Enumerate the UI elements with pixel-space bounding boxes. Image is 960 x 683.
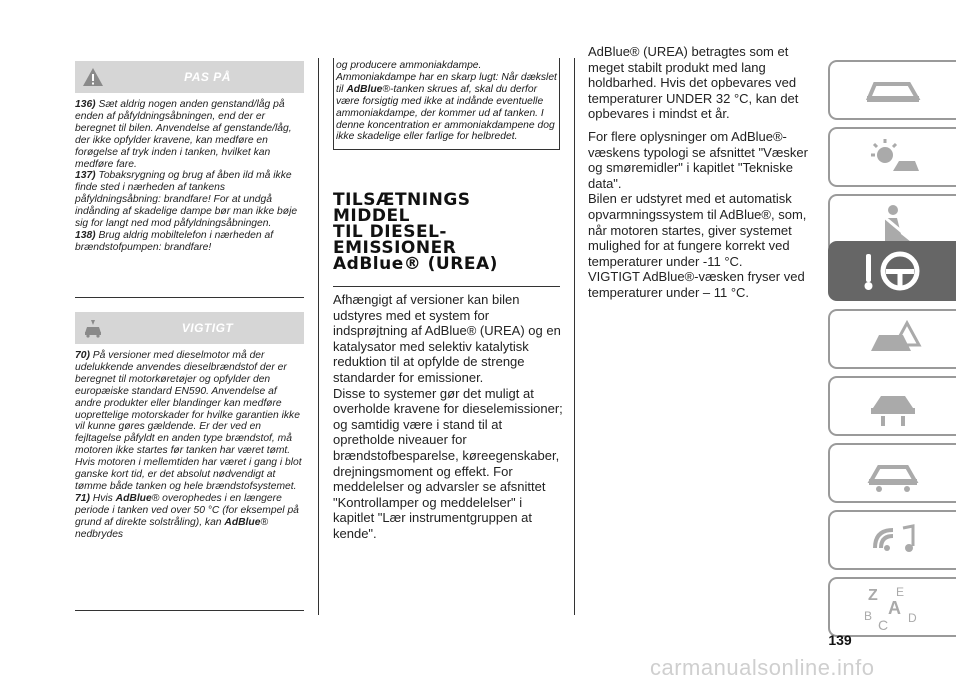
important-title: VIGTIGT (181, 321, 234, 335)
warning-body-vigtigt (75, 350, 304, 611)
paragraph: VIGTIGT AdBlue®-væsken fryser ved temperaturer under – 11 °C. (588, 269, 805, 300)
heading-rule (333, 286, 560, 287)
important-item-70: 70) På versioner med dieselmotor må der udelukkende anvendes dieselbrændstof der er beregnet til motorkøretøjer og opfylder den europæiske standard EN590. Anvendelse af andre produkter eller blandinger kan medføre uoprettelige motorskader for hvilke garantien ikke vil kunne gøres gældende. Er der ved en fejltagelse påfyldt en anden type brændstof, må motoren ikke startes før tanken har været tømt. Hvis motoren i mellemtiden har været i gang i blot ganske kort tid, er det absolut nødvendigt at tømme både tanken og hele brændstofsystemet. (75, 350, 302, 492)
column3-body (588, 44, 813, 301)
warning-item-136: 136) Sæt aldrig nogen anden genstand/låg på enden af påfyldningsåbningen, end der er beregnet til bilen. Anvendelse af genstande/låg, der ikke opfylder kravene, kan medføre en forøgelse af tryk inden i tanken, hvilket kan medføre fare. (75, 99, 292, 170)
tab-starting-driving[interactable] (828, 241, 956, 301)
column-divider-2 (574, 58, 575, 615)
sun-lights-icon (863, 135, 923, 179)
column2-body (333, 292, 565, 542)
svg-text:E: E (896, 585, 905, 599)
important-item-71: 71) Hvis AdBlue® overophedes i en længere periode i tanken ved over 50 °C (for eksempel på grund af direkte solstråling), kan AdBlue® nedbrydes (75, 492, 299, 540)
paragraph: Bilen er udstyret med et automatisk opvarmningssystem til AdBlue®, som, når motoren startes, giver systemet mulighed for at fungere korrekt ved temperaturer under -11 °C. (588, 191, 807, 269)
column-divider-1 (318, 58, 319, 615)
paragraph: Afhængigt af versioner kan bilen udstyres med et system for indsprøjtning af AdBlue® (UREA) og en katalysator med selektiv katalytisk reduktion til at opfylde de strenge standarder for emissioner. (333, 292, 561, 385)
tab-lights[interactable] (828, 127, 956, 187)
paragraph: AdBlue® (UREA) betragtes som et meget stabilt produkt med lang holdbarhed. Hvis det opbevares ved temperaturer UNDER 32 °C, kan det opbevares i mindst et år. (588, 44, 799, 122)
seat-airbag-icon (863, 202, 923, 246)
tab-emergency[interactable] (828, 309, 956, 369)
steering-wheel-key-icon (858, 248, 928, 294)
warning-header-pas-paa (75, 61, 304, 93)
warning-body-pas-paa (75, 99, 304, 298)
warning-header-vigtigt (75, 312, 304, 344)
car-lift-service-icon (863, 384, 923, 428)
tab-technical-data[interactable] (828, 443, 956, 503)
paragraph: Disse to systemer gør det muligt at overholde kravene for dieselemissioner; og samtidig være i stand til at opretholde niveauer for brændstofbesparelse, køreegenskaber, drejningsmoment og effekt. For meddelelser og advarsler se afsnittet "Kontrollamper og meddelelser" i kapitlet "Lær instrumentgruppen at kende". (333, 385, 563, 541)
warning-triangle-icon (75, 61, 111, 93)
tab-index[interactable] (828, 577, 956, 637)
tab-dashboard[interactable] (828, 60, 956, 120)
svg-text:C: C (878, 617, 889, 632)
warning-continuation-note: og producere ammoniakdampe. Ammoniakdampe har en skarp lugt: Når dækslet til AdBlue®-tanken skrues af, skal du derfor være forsigtig med ikke at indånde eventuelle ammoniakdampe, der kommer ud af tanken. I denne koncentration er ammoniakdampene dog ikke skadelige eller farlige for helbredet. (333, 58, 560, 150)
paragraph: For flere oplysninger om AdBlue®-væskens typologi se afsnittet "Væsker og smøremidler" i kapitlet "Tekniske data". (588, 128, 808, 191)
svg-text:A: A (888, 598, 901, 618)
multimedia-icon (863, 518, 923, 562)
warning-title: PAS PÅ (184, 70, 231, 84)
watermark: carmanualsonline.info (650, 655, 875, 680)
tab-multimedia[interactable] (828, 510, 956, 570)
svg-text:B: B (864, 609, 873, 623)
page-number: 139 (828, 632, 852, 648)
car-specs-icon (863, 451, 923, 495)
tab-maintenance[interactable] (828, 376, 956, 436)
warning-item-138: 138) Brug aldrig mobiltelefon i nærheden af brændstofpumpen: brandfare! (75, 229, 274, 253)
alphabetical-index-icon (858, 582, 928, 632)
svg-text:D: D (908, 611, 917, 625)
svg-text:Z: Z (868, 587, 878, 604)
warning-item-137: 137) Tobaksrygning og brug af åben ild må ikke finde sted i nærheden af tankens påfyldningsåbning: brandfare! For at undgå indånding af skadelige dampe bør man ikke bøje sig for langt ned mod påfyldningsåbningen. (75, 170, 298, 230)
section-heading: TILSÆTNINGS MIDDEL TIL DIESEL- EMISSIONER AdBlue® (UREA) (333, 190, 498, 274)
car-warning-icon (75, 312, 111, 344)
car-dashboard-icon (863, 70, 923, 110)
breakdown-warning-icon (863, 317, 923, 361)
